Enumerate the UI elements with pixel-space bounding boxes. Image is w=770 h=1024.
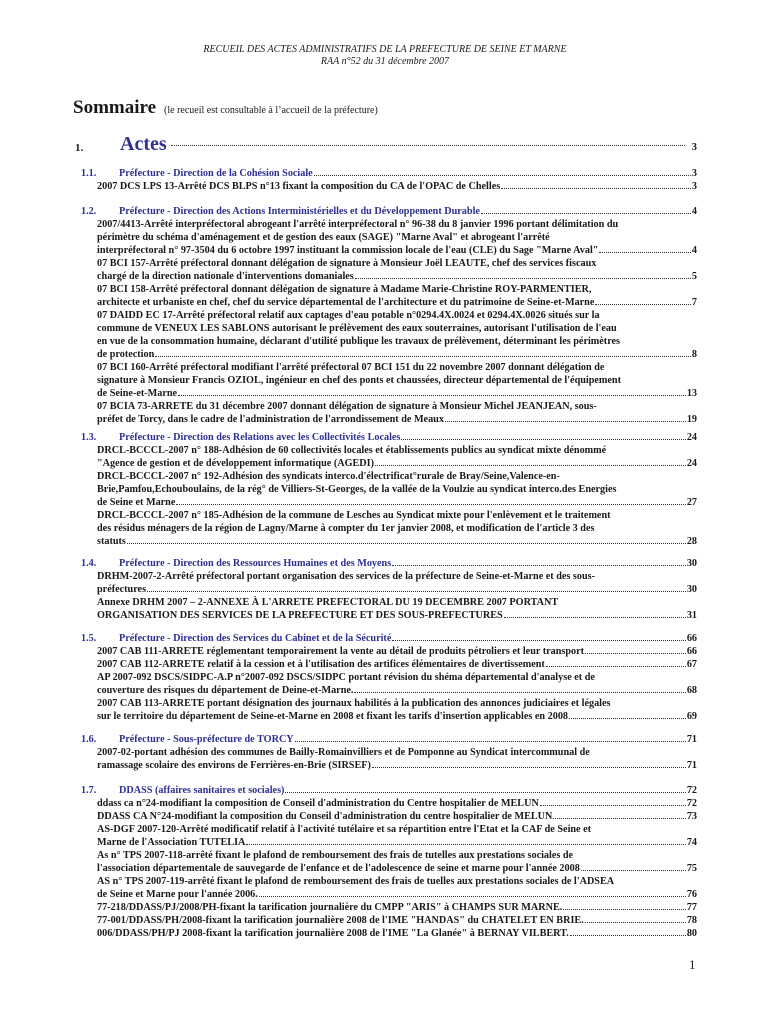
- section-heading[interactable]: [81, 431, 697, 444]
- dot-leader: [354, 692, 685, 693]
- entry-text: DRCL-BCCCL-2007 n° 188-Adhésion de 60 collectivités locales et établissements publics au syndicat mixte dénommé: [97, 445, 607, 456]
- dot-leader: [540, 805, 686, 806]
- entry-line: [97, 570, 697, 583]
- entry-line: [97, 348, 697, 361]
- entry-page: 8: [691, 349, 697, 360]
- toc-section: [81, 557, 697, 622]
- entry-text: préfet de Torcy, dans le cadre de l'administration de l'arrondissement de Meaux: [97, 414, 444, 425]
- entry-text: 07 BCIA 73-ARRETE du 31 décembre 2007 donnant délégation de signature à Monsieur Michel JEANJEAN, sous-: [97, 401, 597, 412]
- section-number: 1.4.: [81, 558, 97, 569]
- entry-page: 66: [686, 646, 697, 657]
- entry-line: [97, 483, 697, 496]
- dot-leader: [176, 504, 685, 505]
- entry-line: [97, 927, 697, 940]
- entry-text: chargé de la direction nationale d'interventions domaniales: [97, 271, 354, 282]
- entry-text: 07 BCI 160-Arrêté préfectoral modifiant l'arrêté préfectoral 07 BCI 151 du 22 novembre 2007 donnant délégation de: [97, 362, 605, 373]
- entry-line: [97, 309, 697, 322]
- dot-leader: [570, 935, 686, 936]
- entry-line: [97, 296, 697, 309]
- entry-text: commune de VENEUX LES SABLONS autorisant le prélèvement des eaux souterraines, autorisant l'utilisation de l'eau: [97, 323, 617, 334]
- entry-text: 07 DAIDD EC 17-Arrêté préfectoral relatif aux captages d'eau potable n°0294.4X.0024 et 0294.4X.0026 situés sur la: [97, 310, 600, 321]
- entry-text: en vue de la consommation humaine, déclarant d'utilité publique les travaux de prélèvement, déterminant les périmètres: [97, 336, 621, 347]
- entry-page: 77: [686, 902, 697, 913]
- section-heading[interactable]: [81, 733, 697, 746]
- entry-line: [97, 645, 697, 658]
- entry-page: 27: [686, 497, 697, 508]
- toc-entry[interactable]: [81, 875, 697, 901]
- section-title: Préfecture - Direction des Services du Cabinet et de la Sécurité: [119, 633, 392, 644]
- entry-line: [97, 361, 697, 374]
- dot-leader: [504, 617, 686, 618]
- entry-line: [97, 823, 697, 836]
- entry-line: [97, 810, 697, 823]
- toc-entry[interactable]: [81, 361, 697, 400]
- entry-line: [97, 759, 697, 772]
- entry-text: 2007/4413-Arrêté interpréfectoral abrogeant l'arrêté interpréfectoral n° 96-38 du 8 janvier 1996 portant délimitation du: [97, 219, 619, 230]
- entry-text: ORGANISATION DES SERVICES DE LA PREFECTURE ET DES SOUS-PREFECTURES: [97, 610, 503, 621]
- dot-leader: [563, 909, 686, 910]
- entry-text: interpréfectoral n° 97-3504 du 6 octobre 1997 instituant la commission locale de l'eau (CLE) du Sage "Marne Aval": [97, 245, 599, 256]
- entry-text: 07 BCI 158-Arrêté préfectoral donnant délégation de signature à Madame Marie-Christine ROY-PARMENTIER,: [97, 284, 592, 295]
- section-title: DDASS (affaires sanitaires et sociales): [119, 785, 285, 796]
- section-number: 1.7.: [81, 785, 97, 796]
- entry-text: As n° TPS 2007-118-arrêté fixant le plafond de remboursement des frais de tutelles aux prestations sociales de: [97, 850, 574, 861]
- entry-line: [97, 710, 697, 723]
- page-number: 1: [689, 957, 696, 972]
- entry-text: DRHM-2007-2-Arrêté préfectoral portant organisation des services de la préfecture de Seine-et-Marne et des sous-: [97, 571, 596, 582]
- entry-line: [97, 509, 697, 522]
- entry-line: [97, 658, 697, 671]
- entry-text: Marne de l'Association TUTELIA: [97, 837, 246, 848]
- dot-leader: [581, 870, 686, 871]
- toc-section: [81, 167, 697, 193]
- section-title: Préfecture - Direction des Ressources Humaines et des Moyens: [119, 558, 392, 569]
- entry-page: 78: [686, 915, 697, 926]
- section-title: Préfecture - Direction des Actions Interministérielles et du Développement Durable: [119, 206, 480, 217]
- entry-line: [97, 671, 697, 684]
- section-page: 71: [686, 734, 697, 745]
- entry-page: 30: [686, 584, 697, 595]
- section-page: 4: [691, 206, 697, 217]
- entry-page: 67: [686, 659, 697, 670]
- section-number: 1.6.: [81, 734, 97, 745]
- entry-page: 68: [686, 685, 697, 696]
- section-number: 1.2.: [81, 206, 97, 217]
- dot-leader: [155, 356, 691, 357]
- entry-text: des résidus ménagers de la région de Lagny/Marne à compter du 1er janvier 2008, et modification de l'article 3 des: [97, 523, 595, 534]
- section-page: 24: [686, 432, 697, 443]
- entry-text: sur le territoire du département de Seine-et-Marne en 2008 et fixant les tarifs d'insertion applicables en 2008: [97, 711, 569, 722]
- section-page: 72: [686, 785, 697, 796]
- entry-line: [97, 697, 697, 710]
- entry-text: 2007 CAB 113-ARRETE portant désignation des journaux habilités à la publication des annonces judiciaires et légales: [97, 698, 611, 709]
- dot-leader: [375, 465, 686, 466]
- entry-page: 13: [686, 388, 697, 399]
- toc-entry[interactable]: [81, 746, 697, 772]
- entry-page: 24: [686, 458, 697, 469]
- sommaire-title: Sommaire: [73, 97, 157, 118]
- entry-text: 07 BCI 157-Arrêté préfectoral donnant délégation de signature à Monsieur Joël LEAUTE, chef des services fiscaux: [97, 258, 597, 269]
- entry-line: [97, 374, 697, 387]
- toc-entry[interactable]: [81, 400, 697, 426]
- dot-leader: [401, 439, 685, 440]
- sommaire-subtitle: (le recueil est consultable à l’accueil de la préfecture): [164, 105, 378, 116]
- entry-text: 2007-02-portant adhésion des communes de Bailly-Romainvilliers et de Pomponne au Syndicat intercommunal de: [97, 747, 590, 758]
- toc-entry[interactable]: [81, 914, 697, 927]
- entry-line: [97, 609, 697, 622]
- entry-line: [97, 387, 697, 400]
- entry-line: [97, 746, 697, 759]
- dot-leader: [595, 304, 691, 305]
- entry-line: [97, 444, 697, 457]
- section-title: Préfecture - Sous-préfecture de TORCY: [119, 734, 294, 745]
- section-heading[interactable]: [81, 167, 697, 180]
- entry-text: 006/DDASS/PH/PJ 2008-fixant la tarification journalière 2008 de l'IME "La Glanée" à BERNAY VILBERT.: [97, 928, 569, 939]
- toc-entry[interactable]: [81, 470, 697, 509]
- toc-entry[interactable]: [81, 927, 697, 940]
- entry-text: AS n° TPS 2007-119-arrêté fixant le plafond de remboursement des frais de tuelles aux prestations sociales de l'ADSEA: [97, 876, 615, 887]
- entry-text: 77-218/DDASS/PJ/2008/PH-fixant la tarification journalière du CMPP "ARIS" à CHAMPS SUR MARNE.: [97, 902, 563, 913]
- toc-entry[interactable]: [81, 218, 697, 257]
- entry-text: couverture des risques du département de Deine-et-Marne.: [97, 685, 354, 696]
- entry-line: [97, 535, 697, 548]
- entry-text: préfectures: [97, 584, 147, 595]
- toc-entry[interactable]: [81, 570, 697, 596]
- entry-page: 7: [691, 297, 697, 308]
- entry-page: 28: [686, 536, 697, 547]
- toc-entry[interactable]: [81, 509, 697, 548]
- entry-line: [97, 496, 697, 509]
- entry-page: 5: [691, 271, 697, 282]
- entry-page: 3: [691, 181, 697, 192]
- entry-text: ddass ca n°24-modifiant la composition de Conseil d'administration du Centre hospitalier de MELUN: [97, 798, 539, 809]
- entry-line: [97, 836, 697, 849]
- entry-text: périmètre du schéma d'aménagement et de gestion des eaux (SAGE) "Marne Aval" et abrogeant l'arrêté: [97, 232, 550, 243]
- dot-leader: [599, 252, 690, 253]
- dot-leader: [569, 718, 686, 719]
- entry-line: [97, 231, 697, 244]
- section-heading[interactable]: [81, 205, 697, 218]
- entry-line: [97, 457, 697, 470]
- section-page: 3: [691, 168, 697, 179]
- entry-page: 71: [686, 760, 697, 771]
- dot-leader: [171, 145, 685, 146]
- toc-section: [81, 431, 697, 548]
- section-number: 1.1.: [81, 168, 97, 179]
- entry-line: [97, 901, 697, 914]
- dot-leader: [295, 741, 686, 742]
- entry-line: [97, 583, 697, 596]
- running-header-line2: RAA n°52 du 31 décembre 2007: [320, 56, 450, 67]
- section-title: Préfecture - Direction des Relations avec les Collectivités Locales: [119, 432, 401, 443]
- dot-leader: [585, 922, 686, 923]
- entry-page: 74: [686, 837, 697, 848]
- entry-page: 4: [691, 245, 697, 256]
- section-number: 1.5.: [81, 633, 97, 644]
- dot-leader: [585, 653, 686, 654]
- section-page: 66: [686, 633, 697, 644]
- toc-entry[interactable]: [81, 658, 697, 671]
- entry-text: Brie,Pamfou,Echouboulains, de la rég° de Villiers-St-Georges, de la vallée de la Voulzie au syndicat interco.des Energies: [97, 484, 617, 495]
- toc-entry[interactable]: [81, 810, 697, 823]
- section-heading[interactable]: [81, 784, 697, 797]
- section-heading[interactable]: [81, 632, 697, 645]
- toc-section: [81, 733, 697, 772]
- entry-line: [97, 596, 697, 609]
- entry-line: [97, 270, 697, 283]
- entry-page: 80: [686, 928, 697, 939]
- entry-text: DDASS CA N°24-modifiant la composition du Conseil d'administration du centre hospitalier de MELUN: [97, 811, 553, 822]
- section-title: Préfecture - Direction de la Cohésion Sociale: [119, 168, 313, 179]
- dot-leader: [285, 792, 685, 793]
- entry-text: 77-001/DDASS/PH/2008-fixant la tarification journalière 2008 de l'IME "HANDAS" du CHATELET EN BRIE.: [97, 915, 584, 926]
- entry-text: DRCL-BCCCL-2007 n° 192-Adhésion des syndicats interco.d'électrificat°rurale de Bray/Seine,Valence-en-: [97, 471, 560, 482]
- entry-line: [97, 413, 697, 426]
- entry-text: AS-DGF 2007-120-Arrêté modificatif relatif à l'activité tutélaire et sa répartition entre l'Etat et la CAF de Seine et: [97, 824, 592, 835]
- part-page: 3: [691, 141, 697, 153]
- entry-text: AP 2007-092 DSCS/SIDPC-A.P n°2007-092 DSCS/SIDPC portant révision du shéma départemental d'analyse et de: [97, 672, 595, 683]
- entry-text: de Seine et Marne pour l'année 2006.: [97, 889, 258, 900]
- entry-line: [97, 875, 697, 888]
- dot-leader: [481, 213, 691, 214]
- entry-text: DRCL-BCCCL-2007 n° 185-Adhésion de la commune de Lesches au Syndicat mixte pour l'enlèvement et le traitement: [97, 510, 611, 521]
- entry-line: [97, 335, 697, 348]
- entry-text: ramassage scolaire des environs de Ferrières-en-Brie (SIRSEF): [97, 760, 371, 771]
- entry-page: 72: [686, 798, 697, 809]
- entry-text: signature à Monsieur Francis OZIOL, ingénieur en chef des ponts et chaussées, directeur départemental de l'équipement: [97, 375, 621, 386]
- toc-part-actes[interactable]: [73, 133, 697, 159]
- entry-line: [97, 849, 697, 862]
- entry-text: 2007 CAB 111-ARRETE réglementant temporairement la vente au détail de produits pétroliers et leur transport: [97, 646, 585, 657]
- entry-line: [97, 400, 697, 413]
- entry-line: [97, 522, 697, 535]
- sommaire-heading: [73, 97, 378, 119]
- entry-text: de protection: [97, 349, 155, 360]
- toc-entry[interactable]: [81, 309, 697, 361]
- entry-text: "Agence de gestion et de développement informatique (AGEDI): [97, 458, 375, 469]
- entry-line: [97, 862, 697, 875]
- entry-line: [97, 283, 697, 296]
- toc-entry[interactable]: [81, 283, 697, 309]
- dot-leader: [147, 591, 686, 592]
- section-page: 30: [686, 558, 697, 569]
- part-number: 1.: [75, 142, 84, 154]
- entry-text: de Seine-et-Marne: [97, 388, 178, 399]
- dot-leader: [314, 175, 691, 176]
- toc-section: [81, 784, 697, 940]
- toc-entry[interactable]: [81, 257, 697, 283]
- entry-page: 69: [686, 711, 697, 722]
- entry-line: [97, 470, 697, 483]
- entry-line: [97, 244, 697, 257]
- dot-leader: [355, 278, 691, 279]
- entry-page: 73: [686, 811, 697, 822]
- entry-text: Annexe DRHM 2007 – 2-ANNEXE À L'ARRETE PREFECTORAL DU 19 DECEMBRE 2007 PORTANT: [97, 597, 559, 608]
- part-title: Actes: [120, 133, 167, 155]
- entry-text: l'association départementale de sauvegarde de l'enfance et de l'adolescence de seine et marne pour l'année 2008: [97, 863, 580, 874]
- dot-leader: [546, 666, 686, 667]
- toc-entry[interactable]: [81, 849, 697, 875]
- dot-leader: [392, 640, 685, 641]
- entry-page: 76: [686, 889, 697, 900]
- toc-entry[interactable]: [81, 671, 697, 697]
- entry-line: [97, 322, 697, 335]
- running-header-line1: RECUEIL DES ACTES ADMINISTRATIFS DE LA PREFECTURE DE SEINE ET MARNE: [203, 44, 567, 55]
- entry-line: [97, 218, 697, 231]
- entry-text: 2007 CAB 112-ARRETE relatif à la cession et à l'utilisation des artifices élémentaires de divertissement: [97, 659, 545, 670]
- dot-leader: [445, 421, 686, 422]
- dot-leader: [501, 188, 691, 189]
- dot-leader: [246, 844, 685, 845]
- entry-line: [97, 914, 697, 927]
- dot-leader: [178, 395, 686, 396]
- toc-entry[interactable]: [81, 797, 697, 810]
- entry-page: 31: [686, 610, 697, 621]
- toc-entry[interactable]: [81, 180, 697, 193]
- entry-text: 2007 DCS LPS 13-Arrêté DCS BLPS n°13 fixant la composition du CA de l'OPAC de Chelles: [97, 181, 501, 192]
- toc-entry[interactable]: [81, 596, 697, 622]
- entry-line: [97, 257, 697, 270]
- section-number: 1.3.: [81, 432, 97, 443]
- entry-text: architecte et urbaniste en chef, chef du service départemental de l'architecture et du patrimoine de Seine-et-Marne: [97, 297, 595, 308]
- dot-leader: [127, 543, 686, 544]
- entry-page: 75: [686, 863, 697, 874]
- toc-entry[interactable]: [81, 444, 697, 470]
- toc-entry[interactable]: [81, 645, 697, 658]
- dot-leader: [372, 767, 686, 768]
- entry-page: 19: [686, 414, 697, 425]
- toc-entry[interactable]: [81, 823, 697, 849]
- entry-line: [97, 797, 697, 810]
- toc-entry[interactable]: [81, 697, 697, 723]
- toc-section: [81, 632, 697, 723]
- entry-line: [97, 888, 697, 901]
- dot-leader: [392, 565, 686, 566]
- entry-line: [97, 684, 697, 697]
- toc-section: [81, 205, 697, 426]
- dot-leader: [259, 896, 686, 897]
- toc-entry[interactable]: [81, 901, 697, 914]
- dot-leader: [553, 818, 685, 819]
- section-heading[interactable]: [81, 557, 697, 570]
- entry-text: statuts: [97, 536, 126, 547]
- entry-line: [97, 180, 697, 193]
- entry-text: de Seine et Marne: [97, 497, 176, 508]
